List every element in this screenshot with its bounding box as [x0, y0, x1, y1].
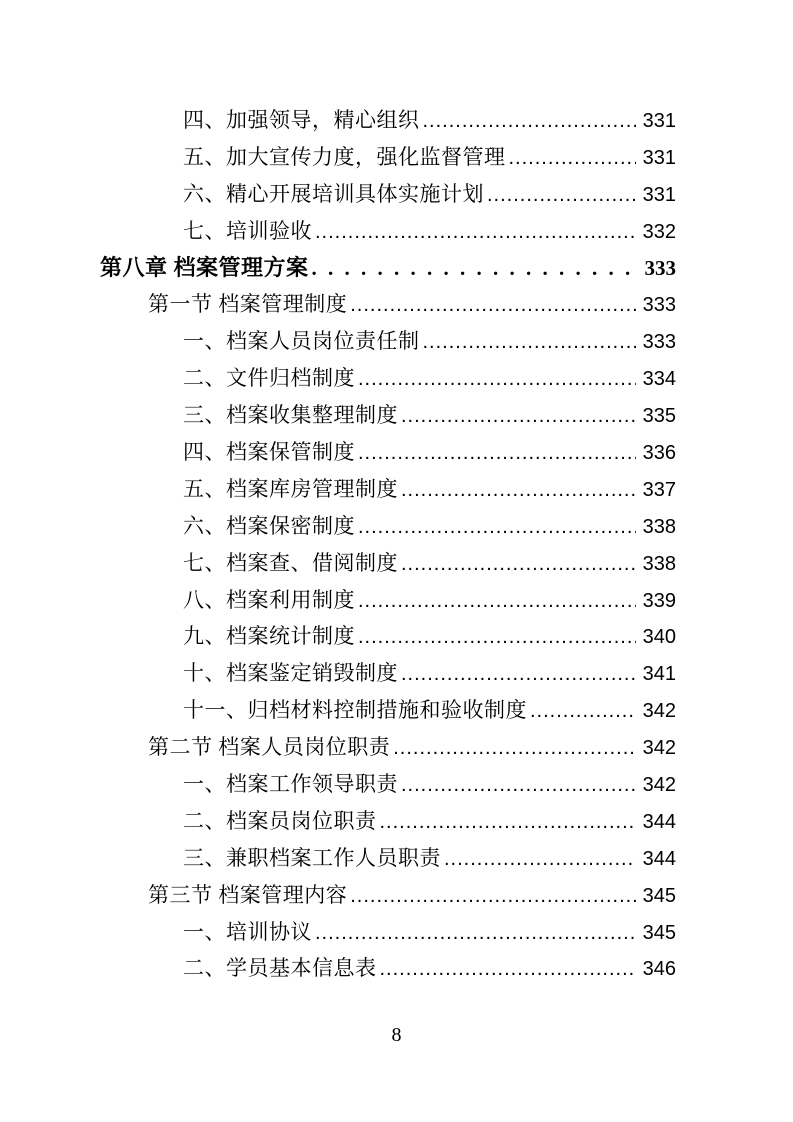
table-of-contents	[100, 102, 676, 987]
toc-entry-label: 六、档案保密制度	[183, 513, 355, 538]
toc-entry-item[interactable]	[100, 397, 676, 434]
toc-entry-label: 五、档案库房管理制度	[183, 476, 398, 501]
toc-entry-page-number: 336	[642, 442, 676, 465]
toc-entry-page-number: 338	[642, 552, 676, 575]
toc-entry-page-number: 331	[642, 183, 676, 206]
toc-entry-item[interactable]	[100, 213, 676, 250]
toc-entry-item[interactable]	[100, 102, 676, 139]
toc-entry-page-number: 332	[642, 220, 676, 243]
toc-entry-label: 二、文件归档制度	[183, 366, 355, 391]
toc-entry-label: 三、档案收集整理制度	[183, 403, 398, 428]
toc-entry-item[interactable]	[100, 655, 676, 692]
toc-entry-page-number: 342	[642, 774, 676, 797]
toc-entry-label: 七、档案查、借阅制度	[183, 550, 398, 575]
footer-page-number: 8	[391, 1024, 402, 1046]
toc-entry-page-number: 344	[642, 810, 676, 833]
toc-entry-label: 四、加强领导，精心组织	[183, 108, 420, 132]
toc-entry-label: 第一节 档案管理制度	[148, 292, 348, 317]
dot-leader	[487, 176, 636, 214]
toc-entry-item[interactable]	[100, 176, 676, 213]
dot-leader	[423, 102, 637, 140]
dot-leader	[315, 213, 636, 251]
toc-entry-page-number: 346	[642, 958, 676, 981]
toc-entry-label: 第二节 档案人员岗位职责	[148, 735, 391, 760]
dot-leader	[358, 508, 636, 546]
toc-entry-page-number: 337	[642, 478, 676, 501]
toc-entry-page-number: 344	[642, 847, 676, 870]
toc-entry-item[interactable]	[100, 840, 676, 877]
dot-leader	[401, 545, 636, 583]
toc-entry-label: 十一、归档材料控制措施和验收制度	[183, 698, 527, 723]
toc-entry-page-number: 339	[642, 589, 676, 612]
toc-entry-page-number: 342	[642, 737, 676, 760]
toc-entry-item[interactable]	[100, 950, 676, 987]
toc-entry-label: 六、精心开展培训具体实施计划	[183, 181, 484, 206]
toc-entry-item[interactable]	[100, 508, 676, 545]
toc-entry-item[interactable]	[100, 692, 676, 729]
dot-leader	[401, 655, 636, 693]
dot-leader	[315, 914, 636, 952]
toc-entry-label: 一、档案工作领导职责	[183, 772, 398, 797]
dot-leader	[423, 323, 637, 361]
toc-entry-label: 一、档案人员岗位责任制	[183, 329, 420, 354]
toc-entry-page-number: 334	[642, 368, 676, 391]
toc-entry-label: 三、兼职档案工作人员职责	[183, 845, 441, 870]
toc-entry-label: 第八章 档案管理方案	[100, 254, 309, 280]
toc-entry-section[interactable]	[100, 729, 676, 766]
toc-entry-item[interactable]	[100, 545, 676, 582]
toc-entry-section[interactable]	[100, 286, 676, 323]
toc-entry-label: 第三节 档案管理内容	[148, 882, 348, 907]
toc-entry-chapter[interactable]	[100, 250, 676, 287]
toc-entry-page-number: 345	[642, 884, 676, 907]
toc-entry-item[interactable]	[100, 618, 676, 655]
dot-leader	[358, 360, 636, 398]
toc-entry-page-number: 342	[642, 700, 676, 723]
dot-leader	[380, 803, 637, 841]
toc-entry-page-number: 341	[642, 663, 676, 686]
toc-entry-page-number: 335	[642, 405, 676, 428]
toc-entry-item[interactable]	[100, 803, 676, 840]
toc-entry-label: 二、档案员岗位职责	[183, 808, 377, 833]
toc-entry-item[interactable]	[100, 914, 676, 951]
toc-entry-label: 八、档案利用制度	[183, 587, 355, 612]
toc-entry-label: 九、档案统计制度	[183, 624, 355, 649]
dot-leader	[350, 286, 636, 324]
toc-entry-page-number: 331	[642, 110, 676, 132]
toc-entry-item[interactable]	[100, 471, 676, 508]
toc-entry-label: 二、学员基本信息表	[183, 956, 377, 981]
toc-entry-section[interactable]	[100, 877, 676, 914]
toc-entry-label: 五、加大宣传力度，强化监督管理	[183, 144, 506, 169]
dot-leader	[509, 139, 637, 177]
toc-entry-item[interactable]	[100, 766, 676, 803]
dot-leader	[312, 250, 636, 287]
toc-entry-item[interactable]	[100, 434, 676, 471]
toc-entry-label: 一、培训协议	[183, 919, 312, 944]
toc-entry-item[interactable]	[100, 360, 676, 397]
toc-entry-page-number: 331	[642, 146, 676, 169]
toc-entry-label: 十、档案鉴定销毁制度	[183, 661, 398, 686]
toc-entry-item[interactable]	[100, 582, 676, 619]
dot-leader	[444, 840, 636, 878]
toc-entry-item[interactable]	[100, 139, 676, 176]
toc-entry-label: 七、培训验收	[183, 218, 312, 243]
dot-leader	[380, 950, 637, 988]
dot-leader	[358, 582, 636, 620]
dot-leader	[401, 766, 636, 804]
dot-leader	[401, 397, 636, 435]
dot-leader	[350, 877, 636, 915]
toc-entry-label: 四、档案保管制度	[183, 440, 355, 465]
toc-entry-page-number: 345	[642, 921, 676, 944]
dot-leader	[358, 618, 636, 656]
dot-leader	[393, 729, 636, 767]
toc-entry-page-number: 340	[642, 626, 676, 649]
toc-entry-item[interactable]	[100, 323, 676, 360]
toc-entry-page-number: 333	[644, 255, 676, 280]
toc-entry-page-number: 338	[642, 515, 676, 538]
dot-leader	[530, 692, 636, 730]
dot-leader	[401, 471, 636, 509]
dot-leader	[358, 434, 636, 472]
toc-entry-page-number: 333	[642, 331, 676, 354]
toc-entry-page-number: 333	[642, 294, 676, 317]
